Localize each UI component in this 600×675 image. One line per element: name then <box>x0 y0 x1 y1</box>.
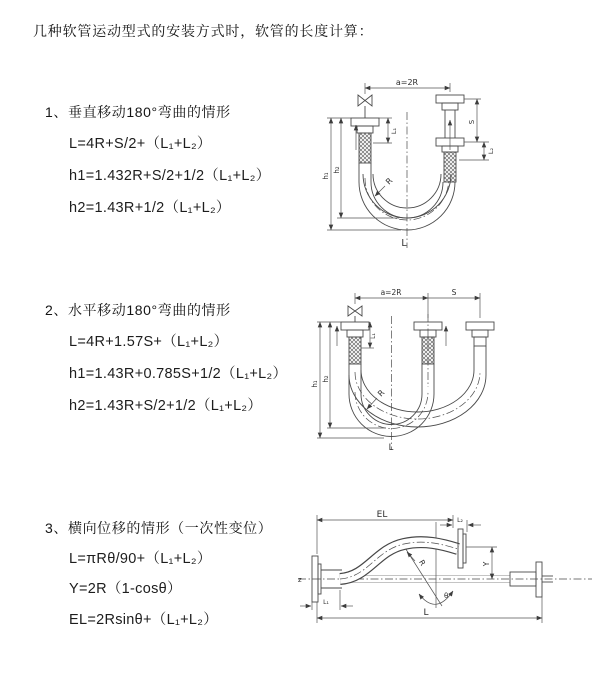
dim-label-l1: L₁ <box>390 127 398 135</box>
dim-label-l1: L₁ <box>323 599 329 606</box>
flange-original <box>536 562 542 597</box>
section-1-formula-h1: h1=1.432R+S/2+1/2（L₁+L₂） <box>69 168 271 184</box>
dim-label-h2: h₂ <box>333 166 341 174</box>
dim-label-h2: h₂ <box>322 375 330 383</box>
section-horizontal-move <box>45 294 287 422</box>
section-lateral-displacement <box>45 513 272 635</box>
dim-label-a2r: a=2R <box>380 288 402 297</box>
hose-braid-left <box>359 133 371 163</box>
fitting-right <box>474 337 486 346</box>
dim-label-r: R <box>376 388 387 399</box>
dim-label-r: R <box>384 176 395 187</box>
dim-label-l: L <box>388 443 394 453</box>
valve-icon <box>358 95 372 106</box>
dim-label-theta: θ <box>444 592 449 600</box>
dim-label-s: S <box>451 288 457 297</box>
flange-left <box>351 118 379 126</box>
section-3-formula-EL: EL=2Rsinθ+（L₁+L₂） <box>69 611 219 628</box>
dim-label-h1: h₁ <box>311 380 319 388</box>
page-title: 几种软管运动型式的安装方式时，软管的长度计算： <box>33 23 374 39</box>
flange-right <box>466 322 494 330</box>
dim-label-s: S <box>468 119 476 125</box>
section-3-formula-Y: Y=2R（1-cosθ） <box>69 581 182 597</box>
section-3-heading: 3、横向位移的情形（一次性变位） <box>45 520 273 536</box>
hose-s-curve <box>340 542 458 579</box>
flange-left <box>341 322 369 330</box>
dim-label-y: Y <box>482 561 491 567</box>
diagram-horizontal-180-bend <box>308 282 595 458</box>
dim-label-l2: L₂ <box>457 517 463 524</box>
hose-braid-right <box>444 152 456 182</box>
section-vertical-move <box>45 96 271 224</box>
diagram-lateral-displacement <box>296 506 598 648</box>
dim-l <box>317 597 542 623</box>
section-2-heading: 2、水平移动180°弯曲的情形 <box>45 302 231 318</box>
diagram-vertical-180-bend <box>313 70 595 262</box>
valve-icon <box>348 306 362 316</box>
dim-label-h1: h₁ <box>322 172 330 180</box>
dim-a2r-s <box>355 288 480 318</box>
axis-marker-z: z <box>298 576 302 584</box>
dim-label-r: R <box>416 558 428 568</box>
dim-label-l: L <box>423 608 429 618</box>
dim-label-l: L <box>401 238 407 249</box>
section-1-formula-L: L=4R+S/2+（L₁+L₂） <box>69 136 212 152</box>
dim-label-l2: L₂ <box>487 147 495 155</box>
hose-braid-left <box>349 337 361 364</box>
section-2-formula-h2: h2=1.43R+S/2+1/2（L₁+L₂） <box>69 398 263 414</box>
dim-label-el: EL <box>376 510 388 520</box>
dim-s-l2 <box>459 99 495 160</box>
section-2-formula-h1: h1=1.43R+0.785S+1/2（L₁+L₂） <box>69 366 288 382</box>
section-2-formula-L: L=4R+1.57S+（L₁+L₂） <box>69 334 229 350</box>
dim-y <box>466 547 497 579</box>
section-3-formula-L: L=πRθ/90+（L₁+L₂） <box>69 550 212 567</box>
u-bends <box>349 346 486 437</box>
section-1-formula-h2: h2=1.43R+1/2（L₁+L₂） <box>69 200 231 216</box>
dim-l1 <box>300 590 353 610</box>
dim-a-2r <box>365 78 450 94</box>
section-1-heading: 1、垂直移动180°弯曲的情形 <box>45 104 231 120</box>
dim-label-l1: L₁ <box>370 333 377 339</box>
flange-displaced <box>458 529 463 568</box>
dim-l1 <box>373 118 398 143</box>
hose-braid-center <box>422 337 434 364</box>
angle-theta <box>402 522 453 608</box>
dim-label-a2r: a=2R <box>395 78 419 87</box>
flange-right-top <box>436 95 464 103</box>
dim-l2 <box>440 517 481 532</box>
